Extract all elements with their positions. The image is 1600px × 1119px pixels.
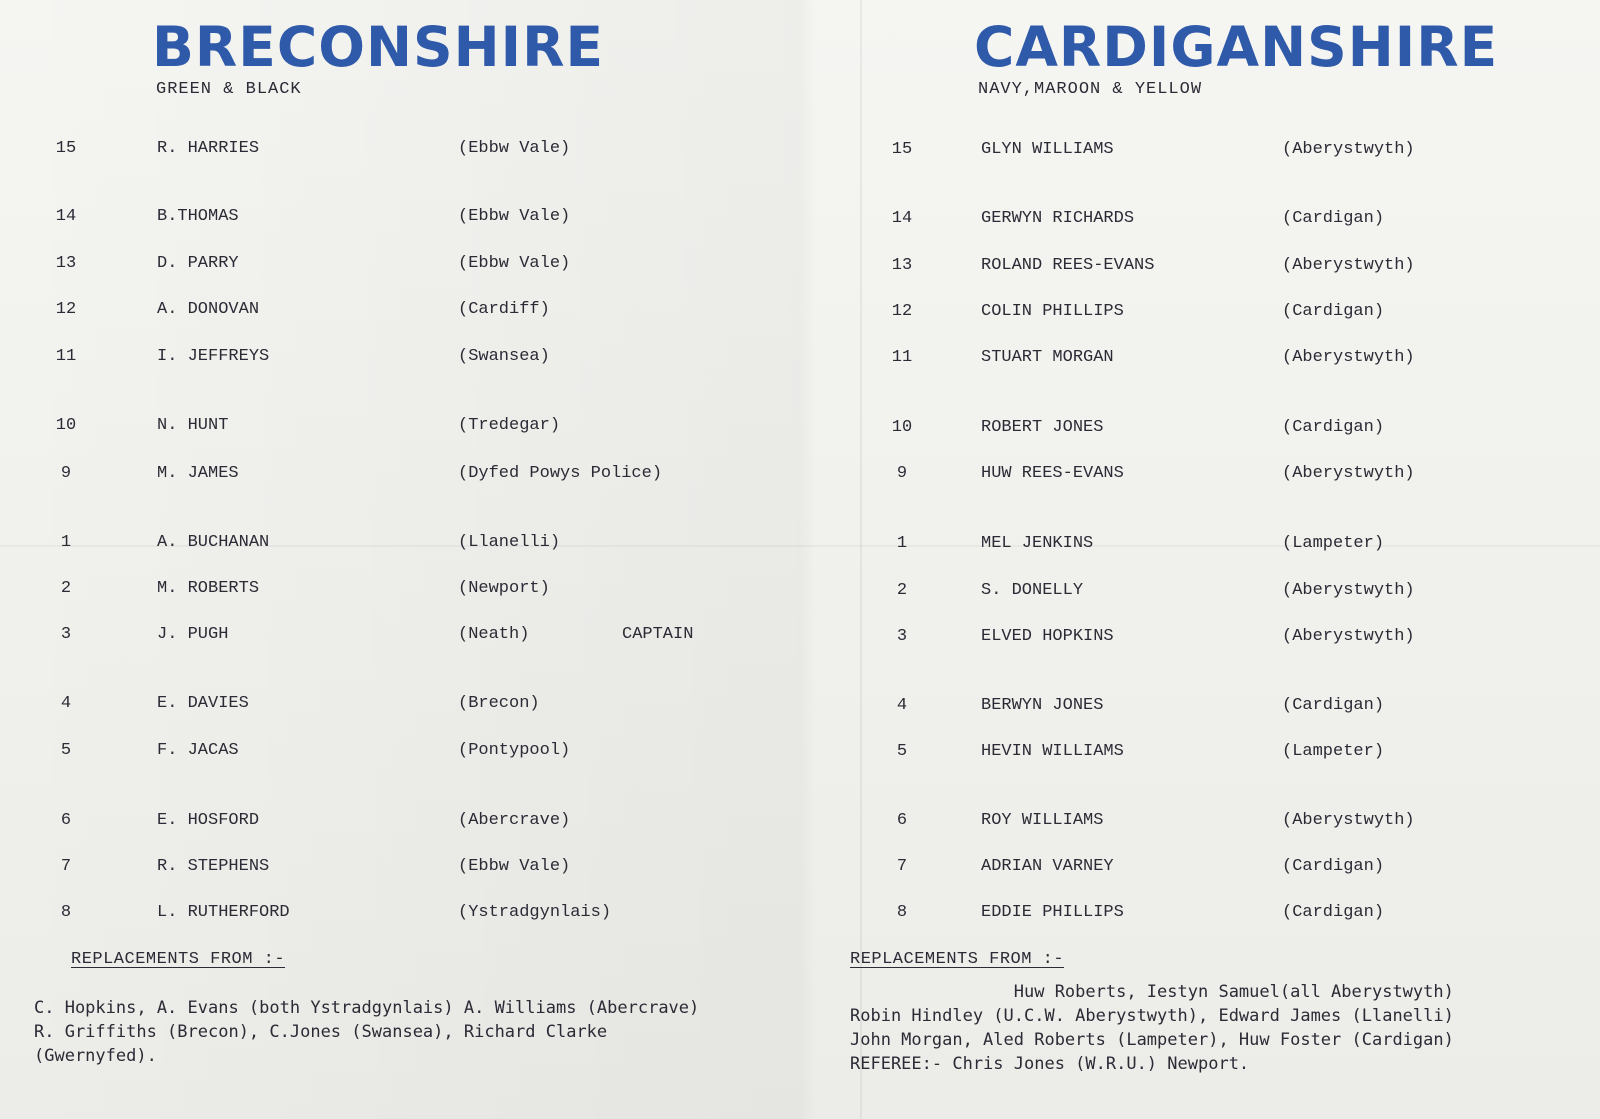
player-name: A. BUCHANAN	[157, 533, 270, 552]
player-row	[0, 854, 840, 880]
player-name: ROBERT JONES	[981, 418, 1104, 437]
player-name: J. PUGH	[157, 625, 229, 644]
player-row	[850, 578, 1600, 604]
player-club: (Cardigan)	[1282, 903, 1385, 922]
player-name: E. HOSFORD	[157, 811, 260, 830]
jersey-number: 10	[55, 416, 77, 435]
replacements-heading-cardiganshire: REPLACEMENTS FROM :-	[850, 950, 1065, 969]
player-row	[0, 691, 840, 717]
player-row	[0, 204, 840, 230]
player-row	[0, 461, 840, 487]
player-name: F. JACAS	[157, 741, 239, 760]
jersey-number: 5	[896, 742, 908, 761]
player-club: (Aberystwyth)	[1282, 464, 1415, 483]
player-club: (Dyfed Powys Police)	[458, 464, 663, 483]
player-club: (Swansea)	[458, 347, 550, 366]
player-row	[850, 624, 1600, 650]
jersey-number: 3	[60, 625, 72, 644]
player-row	[850, 693, 1600, 719]
player-row	[0, 136, 840, 162]
jersey-number: 6	[60, 811, 72, 830]
player-name: HUW REES-EVANS	[981, 464, 1124, 483]
player-row	[850, 137, 1600, 163]
player-row	[850, 808, 1600, 834]
player-name: B.THOMAS	[157, 207, 239, 226]
jersey-number: 7	[896, 857, 908, 876]
player-name: I. JEFFREYS	[157, 347, 270, 366]
player-club: (Llanelli)	[458, 533, 561, 552]
jersey-number: 9	[896, 464, 908, 483]
player-name: N. HUNT	[157, 416, 229, 435]
player-row	[850, 854, 1600, 880]
player-club: (Lampeter)	[1282, 742, 1385, 761]
jersey-number: 1	[60, 533, 72, 552]
jersey-number: 10	[891, 418, 913, 437]
player-row	[850, 900, 1600, 926]
player-club: (Newport)	[458, 579, 550, 598]
player-club: (Cardigan)	[1282, 209, 1385, 228]
player-row	[850, 206, 1600, 232]
team-name-breconshire: BRECONSHIRE	[152, 15, 605, 79]
player-row	[0, 530, 840, 556]
player-club: (Cardigan)	[1282, 302, 1385, 321]
player-name: R. STEPHENS	[157, 857, 270, 876]
player-club: (Cardigan)	[1282, 696, 1385, 715]
jersey-number: 8	[896, 903, 908, 922]
player-row	[0, 622, 840, 648]
jersey-number: 13	[891, 256, 913, 275]
player-name: A. DONOVAN	[157, 300, 260, 319]
player-club: (Abercrave)	[458, 811, 571, 830]
player-name: HEVIN WILLIAMS	[981, 742, 1124, 761]
player-row	[0, 576, 840, 602]
player-name: ROY WILLIAMS	[981, 811, 1104, 830]
jersey-number: 4	[60, 694, 72, 713]
player-club: (Aberystwyth)	[1282, 627, 1415, 646]
jersey-number: 9	[60, 464, 72, 483]
player-club: (Pontypool)	[458, 741, 571, 760]
player-club: (Lampeter)	[1282, 534, 1385, 553]
jersey-number: 13	[55, 254, 77, 273]
player-name: ELVED HOPKINS	[981, 627, 1114, 646]
player-club: (Cardiff)	[458, 300, 550, 319]
jersey-number: 3	[896, 627, 908, 646]
jersey-number: 12	[55, 300, 77, 319]
player-row	[0, 738, 840, 764]
player-name: GLYN WILLIAMS	[981, 140, 1114, 159]
team-name-cardiganshire: CARDIGANSHIRE	[974, 15, 1499, 79]
player-club: (Neath)	[458, 625, 530, 644]
player-name: STUART MORGAN	[981, 348, 1114, 367]
player-row	[0, 344, 840, 370]
player-club: (Cardigan)	[1282, 857, 1385, 876]
player-club: (Ebbw Vale)	[458, 254, 571, 273]
jersey-number: 7	[60, 857, 72, 876]
player-row	[850, 739, 1600, 765]
player-name: M. JAMES	[157, 464, 239, 483]
player-row	[850, 345, 1600, 371]
replacements-heading-breconshire: REPLACEMENTS FROM :-	[71, 950, 286, 969]
jersey-number: 5	[60, 741, 72, 760]
player-name: GERWYN RICHARDS	[981, 209, 1135, 228]
jersey-number: 2	[896, 581, 908, 600]
player-name: R. HARRIES	[157, 139, 260, 158]
player-club: (Tredegar)	[458, 416, 561, 435]
captain-label: CAPTAIN	[622, 625, 694, 644]
player-club: (Ystradgynlais)	[458, 903, 612, 922]
jersey-number: 15	[55, 139, 77, 158]
player-row	[0, 900, 840, 926]
team-colours-breconshire: GREEN & BLACK	[156, 80, 302, 99]
player-row	[850, 415, 1600, 441]
player-name: EDDIE PHILLIPS	[981, 903, 1124, 922]
player-row	[850, 299, 1600, 325]
player-club: (Ebbw Vale)	[458, 139, 571, 158]
player-club: (Ebbw Vale)	[458, 857, 571, 876]
player-club: (Ebbw Vale)	[458, 207, 571, 226]
player-name: S. DONELLY	[981, 581, 1084, 600]
player-club: (Brecon)	[458, 694, 540, 713]
player-row	[0, 251, 840, 277]
player-club: (Aberystwyth)	[1282, 348, 1415, 367]
jersey-number: 11	[891, 348, 913, 367]
jersey-number: 4	[896, 696, 908, 715]
team-colours-cardiganshire: NAVY,MAROON & YELLOW	[978, 80, 1203, 99]
jersey-number: 14	[55, 207, 77, 226]
player-club: (Aberystwyth)	[1282, 140, 1415, 159]
replacements-list-breconshire: C. Hopkins, A. Evans (both Ystradgynlais) A. Williams (Abercrave) R. Griffiths (Brecon), C.Jones (Swansea), Richard Clarke (Gwernyfed).	[34, 998, 700, 1066]
player-row	[850, 461, 1600, 487]
replacements-list-cardiganshire: Huw Roberts, Iestyn Samuel(all Aberystwyth) Robin Hindley (U.C.W. Aberystwyth), Edward James (Llanelli) John Morgan, Aled Roberts (Lampeter), Huw Foster (Cardigan) REFEREE:- Chris Jones (W.R.U.) Newport.	[850, 982, 1454, 1074]
jersey-number: 2	[60, 579, 72, 598]
player-row	[850, 253, 1600, 279]
player-name: BERWYN JONES	[981, 696, 1104, 715]
jersey-number: 8	[60, 903, 72, 922]
player-name: MEL JENKINS	[981, 534, 1094, 553]
jersey-number: 14	[891, 209, 913, 228]
jersey-number: 12	[891, 302, 913, 321]
jersey-number: 11	[55, 347, 77, 366]
player-name: ROLAND REES-EVANS	[981, 256, 1155, 275]
player-row	[0, 297, 840, 323]
jersey-number: 6	[896, 811, 908, 830]
player-club: (Aberystwyth)	[1282, 256, 1415, 275]
player-name: L. RUTHERFORD	[157, 903, 290, 922]
jersey-number: 1	[896, 534, 908, 553]
jersey-number: 15	[891, 140, 913, 159]
player-name: ADRIAN VARNEY	[981, 857, 1114, 876]
player-name: D. PARRY	[157, 254, 239, 273]
player-row	[850, 531, 1600, 557]
player-name: E. DAVIES	[157, 694, 249, 713]
player-club: (Cardigan)	[1282, 418, 1385, 437]
player-name: M. ROBERTS	[157, 579, 260, 598]
player-name: COLIN PHILLIPS	[981, 302, 1124, 321]
player-row	[0, 808, 840, 834]
player-club: (Aberystwyth)	[1282, 581, 1415, 600]
player-row	[0, 413, 840, 439]
player-club: (Aberystwyth)	[1282, 811, 1415, 830]
cardiganshire-team-sheet	[850, 0, 1600, 1119]
